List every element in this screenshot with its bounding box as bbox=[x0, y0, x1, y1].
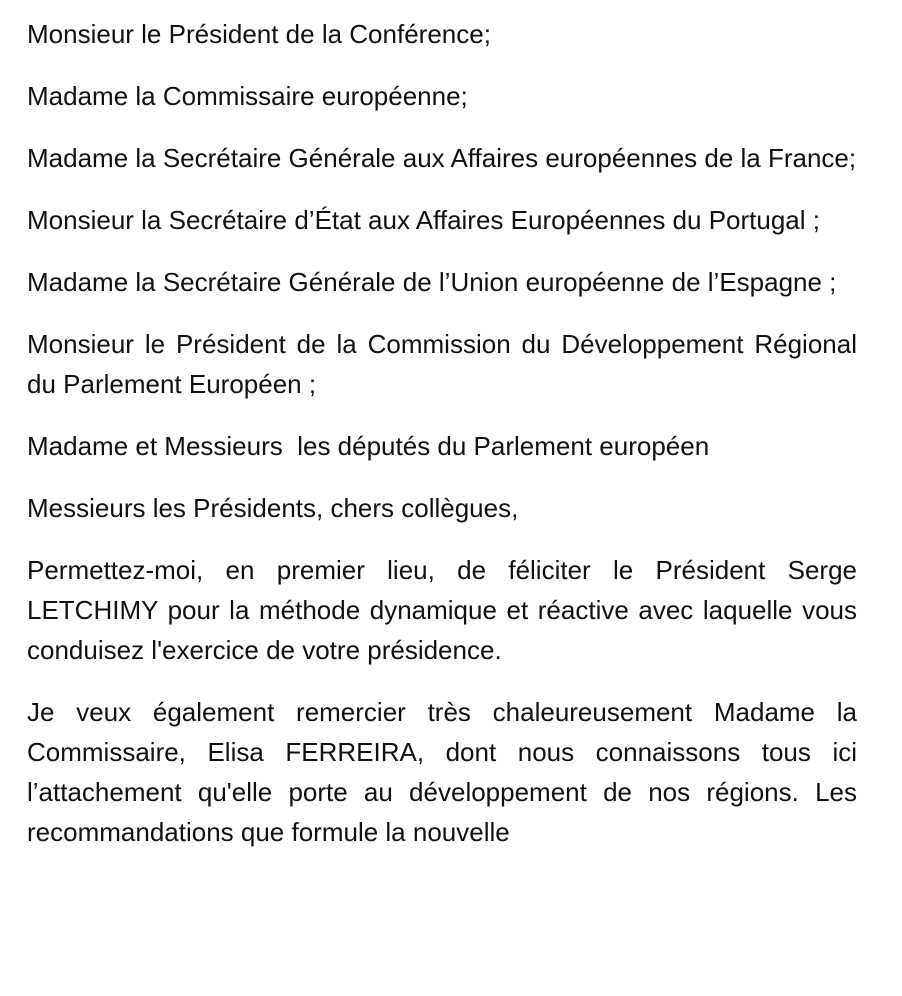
paragraph-remerciements: Je veux également remercier très chaleureusement Madame la Commissaire, Elisa FERREIRA, dont nous connaissons tous ici l’attachement qu'elle porte au développement de nos régions. Les recommandations que formule la nouvelle bbox=[27, 697, 865, 847]
document-page bbox=[27, 14, 872, 874]
salutation-commissaire: Madame la Commissaire européenne; bbox=[27, 81, 468, 111]
salutation-secretaire-espagne: Madame la Secrétaire Générale de l’Union européenne de l’Espagne ; bbox=[27, 267, 837, 297]
salutation-president-commission-regi: Monsieur le Président de la Commission du Développement Régional du Parlement Européen ; bbox=[27, 329, 872, 399]
salutation-president-conference: Monsieur le Président de la Conférence; bbox=[27, 19, 491, 49]
salutation-presidents: Messieurs les Présidents, chers collègues, bbox=[27, 493, 519, 523]
paragraph-felicitations: Permettez-moi, en premier lieu, de féliciter le Président Serge LETCHIMY pour la méthode dynamique et réactive avec laquelle vous conduisez l'exercice de votre présidence. bbox=[27, 555, 865, 665]
salutation-secretaire-france: Madame la Secrétaire Générale aux Affaires européennes de la France; bbox=[27, 143, 857, 173]
salutation-secretaire-portugal: Monsieur la Secrétaire d’État aux Affaires Européennes du Portugal ; bbox=[27, 205, 820, 235]
salutation-deputes: Madame et Messieurs les députés du Parlement européen bbox=[27, 431, 710, 461]
